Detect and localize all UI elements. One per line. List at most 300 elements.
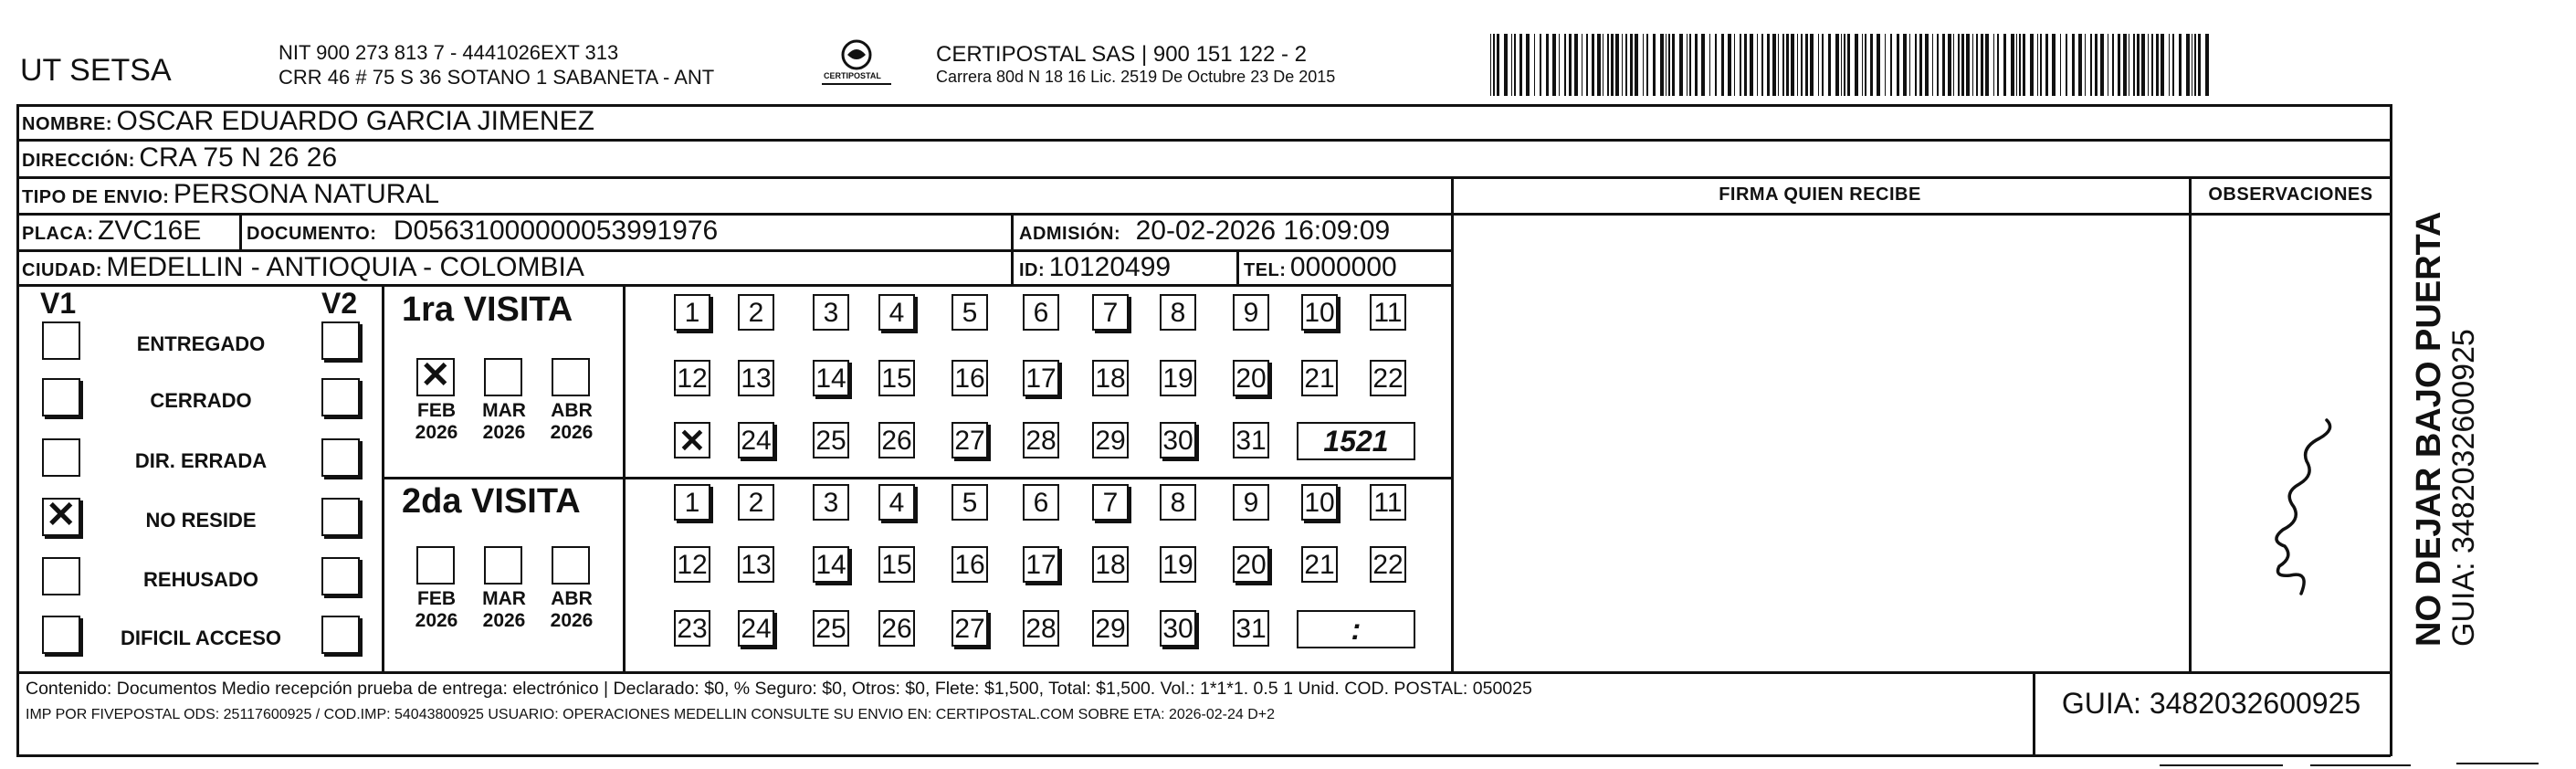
- barcode-bar: [1709, 34, 1710, 96]
- barcode-bar: [2112, 34, 2114, 96]
- barcode-bar: [1855, 34, 1858, 96]
- day-box[interactable]: [952, 610, 988, 647]
- barcode-bar: [2085, 34, 2086, 96]
- sig-header-line: [1451, 213, 2392, 216]
- barcode-bar: [1734, 34, 1735, 96]
- barcode-bar: [2037, 34, 2038, 96]
- day-box[interactable]: [1160, 422, 1196, 458]
- day-number: 29: [1095, 426, 1126, 456]
- barcode-bar: [1885, 34, 1886, 96]
- day-box[interactable]: [1301, 360, 1338, 396]
- v1-checkbox[interactable]: [42, 495, 80, 536]
- barcode-bar: [1668, 34, 1670, 96]
- barcode-bar: [1689, 34, 1691, 96]
- day-box[interactable]: [1092, 546, 1129, 583]
- barcode-bar: [1701, 34, 1705, 96]
- day-number: 18: [1095, 550, 1126, 580]
- day-box[interactable]: [674, 422, 710, 458]
- day-number: 3: [823, 488, 839, 518]
- placa-label: PLACA:: [22, 224, 94, 244]
- day-number: 12: [677, 363, 708, 394]
- day-box[interactable]: [1233, 360, 1269, 396]
- day-number: 15: [881, 363, 912, 394]
- nit-line-1: NIT 900 273 813 7 - 4441026EXT 313: [279, 41, 619, 64]
- barcode-bar: [1903, 34, 1907, 96]
- barcode-bar: [2148, 34, 2149, 96]
- barcode-bar: [2090, 34, 2092, 96]
- barcode-bar: [1915, 34, 1917, 96]
- barcode-bar: [1942, 34, 1945, 96]
- barcode-bar: [2066, 34, 2067, 96]
- v2-checkbox[interactable]: [321, 321, 360, 360]
- day-box[interactable]: [738, 294, 774, 331]
- day-number: 4: [888, 488, 905, 518]
- day-number: 24: [741, 426, 772, 456]
- month-checkbox[interactable]: [484, 546, 522, 585]
- barcode-bar: [1772, 34, 1776, 96]
- day-box[interactable]: [878, 610, 915, 647]
- day-number: 5: [962, 488, 978, 518]
- barcode-bar: [1862, 34, 1863, 96]
- barcode-bar: [2118, 34, 2120, 96]
- barcode-bar: [2019, 34, 2021, 96]
- carrier-line-1: CERTIPOSTAL SAS | 900 151 122 - 2: [936, 42, 1307, 67]
- day-box[interactable]: [813, 294, 849, 331]
- barcode-bar: [1750, 34, 1753, 96]
- day-box[interactable]: [1160, 546, 1196, 583]
- barcode-bar: [1744, 34, 1747, 96]
- barcode-bar: [2169, 34, 2170, 96]
- barcode-bar: [1740, 34, 1741, 96]
- side-warning: [2411, 99, 2479, 647]
- footer-line-2: IMP POR FIVEPOSTAL ODS: 25117600925 / COD.IMP: 54043800925 USUARIO: OPERACIONES MEDELLIN CONSULTE SU ENVIO EN: CERTIPOSTAL.COM SOBRE ETA: 2026-02-24 D+2: [26, 707, 1276, 722]
- barcode-bar: [1948, 34, 1951, 96]
- day-number: 17: [1025, 550, 1057, 580]
- barcode-bar: [2151, 34, 2153, 96]
- company-name: UT SETSA: [20, 53, 172, 88]
- barcode-bar: [1919, 34, 1922, 96]
- barcode-bar: [1625, 34, 1627, 96]
- day-box[interactable]: [878, 360, 915, 396]
- day-box[interactable]: [738, 360, 774, 396]
- barcode-bar: [1909, 34, 1910, 96]
- day-box[interactable]: [1370, 360, 1406, 396]
- barcode-bar: [1828, 34, 1831, 96]
- time-field[interactable]: :: [1297, 610, 1415, 648]
- day-box[interactable]: [1370, 484, 1406, 521]
- day-box[interactable]: [878, 294, 915, 331]
- day-number: 3: [823, 298, 839, 328]
- logo-text: CERTIPOSTAL: [824, 71, 881, 80]
- day-number: 31: [1235, 614, 1267, 644]
- day-box[interactable]: [674, 360, 710, 396]
- day-box[interactable]: [952, 484, 988, 521]
- month-checkbox[interactable]: [484, 358, 522, 396]
- barcode-bar: [2078, 34, 2082, 96]
- year-label: 2026: [550, 422, 594, 443]
- x-mark-icon: ✕: [678, 422, 707, 459]
- day-box[interactable]: [813, 360, 849, 396]
- footer-guia: GUIA: 3482032600925: [2061, 687, 2361, 720]
- nombre-row: [22, 106, 594, 137]
- day-box[interactable]: [1160, 484, 1196, 521]
- ciudad-label: CIUDAD:: [22, 260, 102, 280]
- day-number: 11: [1373, 298, 1403, 328]
- barcode-bar: [1679, 34, 1683, 96]
- barcode-bar: [2161, 34, 2164, 96]
- barcode-bar: [1981, 34, 1983, 96]
- year-label: 2026: [482, 422, 526, 443]
- barcode-bar: [1687, 34, 1688, 96]
- day-box[interactable]: [1233, 610, 1269, 647]
- v2-checkbox[interactable]: [321, 378, 360, 416]
- admision-label: ADMISIÓN:: [1019, 224, 1121, 244]
- direccion-value: CRA 75 N 26 26: [139, 142, 338, 173]
- barcode-bar: [1630, 34, 1633, 96]
- month-checkbox[interactable]: [416, 355, 455, 396]
- v2-checkbox[interactable]: [321, 616, 360, 654]
- barcode-bar: [1976, 34, 1978, 96]
- day-box[interactable]: [878, 422, 915, 458]
- month-label: ABR: [551, 588, 593, 609]
- barcode-bar: [2133, 34, 2135, 96]
- barcode-bar: [1757, 34, 1758, 96]
- day-box[interactable]: [1301, 484, 1338, 521]
- placa-field: [22, 216, 201, 247]
- observaciones-label: OBSERVACIONES: [2208, 184, 2373, 205]
- admision-value: 20-02-2026 16:09:09: [1135, 216, 1391, 246]
- barcode-bar: [1841, 34, 1842, 96]
- month-label: FEB: [417, 400, 456, 421]
- day-box[interactable]: [813, 422, 849, 458]
- day-box[interactable]: [738, 610, 774, 647]
- scan-dash: [2310, 764, 2411, 766]
- day-number: 27: [954, 614, 985, 644]
- barcode-bar: [1865, 34, 1866, 96]
- day-number: 13: [741, 363, 772, 394]
- barcode-bar: [1592, 34, 1594, 96]
- tipo-value: PERSONA NATURAL: [173, 179, 440, 209]
- frame-left: [16, 104, 19, 757]
- admision-field: [1019, 216, 1390, 247]
- day-box[interactable]: [674, 610, 710, 647]
- year-label: 2026: [482, 610, 526, 631]
- day-box[interactable]: [1160, 610, 1196, 647]
- day-number: 30: [1162, 614, 1193, 644]
- day-box[interactable]: [952, 422, 988, 458]
- day-box[interactable]: [813, 546, 849, 583]
- barcode-bar: [1597, 34, 1601, 96]
- tel-field: [1244, 252, 1397, 283]
- side-guia: GUIA: 3482032600925: [2446, 329, 2481, 647]
- ciudad-field: [22, 252, 584, 283]
- barcode-bar: [1643, 34, 1644, 96]
- month-checkbox[interactable]: [416, 546, 455, 585]
- signature-scribble-icon: [2246, 384, 2347, 603]
- barcode-bar: [2095, 34, 2098, 96]
- day-box[interactable]: [1233, 294, 1269, 331]
- day-number: 16: [954, 363, 985, 394]
- tipo-label: TIPO DE ENVIO:: [22, 187, 170, 207]
- barcode-bar: [2023, 34, 2025, 96]
- barcode-bar: [2141, 34, 2145, 96]
- visit-mid-line: [382, 477, 1452, 479]
- id-field: [1019, 252, 1171, 283]
- barcode-bar: [1966, 34, 1970, 96]
- barcode-bar: [1844, 34, 1845, 96]
- day-box[interactable]: [952, 360, 988, 396]
- day-number: 26: [881, 614, 912, 644]
- barcode-bar: [1540, 34, 1541, 96]
- day-number: 23: [677, 614, 708, 644]
- day-number: 27: [954, 426, 985, 456]
- barcode-bar: [1526, 34, 1530, 96]
- day-box[interactable]: [1092, 484, 1129, 521]
- day-box[interactable]: [1160, 294, 1196, 331]
- barcode: [1490, 34, 2213, 96]
- day-number: 25: [815, 426, 846, 456]
- month-label: MAR: [482, 588, 526, 609]
- day-number: 5: [962, 298, 978, 328]
- barcode-bar: [1490, 34, 1491, 96]
- barcode-bar: [2198, 34, 2201, 96]
- status-label: DIR. ERRADA: [134, 449, 268, 472]
- month-label: ABR: [551, 400, 593, 421]
- barcode-bar: [1958, 34, 1960, 96]
- v1-checkbox[interactable]: [42, 321, 80, 360]
- second-visit-label: 2da VISITA: [402, 482, 581, 521]
- carrier-line-2: Carrera 80d N 18 16 Lic. 2519 De Octubre 23 De 2015: [936, 68, 1336, 86]
- day-number: 2: [748, 298, 764, 328]
- barcode-bar: [2123, 34, 2127, 96]
- day-number: 28: [1025, 426, 1057, 456]
- barcode-bar: [1972, 34, 1973, 96]
- barcode-bar: [1559, 34, 1560, 96]
- day-box[interactable]: [1233, 546, 1269, 583]
- day-number: 4: [888, 298, 905, 328]
- day-box[interactable]: [1023, 422, 1059, 458]
- barcode-bar: [2011, 34, 2014, 96]
- month-checkbox[interactable]: [552, 546, 590, 585]
- barcode-bar: [2194, 34, 2196, 96]
- barcode-bar: [2172, 34, 2174, 96]
- certipostal-logo-icon: [811, 37, 902, 93]
- barcode-bar: [1574, 34, 1578, 96]
- v2-label: V2: [321, 287, 358, 320]
- barcode-bar: [1925, 34, 1929, 96]
- placa-divider: [239, 213, 242, 250]
- day-box[interactable]: [738, 546, 774, 583]
- barcode-bar: [2040, 34, 2042, 96]
- status-label: REHUSADO: [143, 568, 258, 591]
- barcode-bar: [1695, 34, 1698, 96]
- day-box[interactable]: [1301, 294, 1338, 331]
- footer-line-1: Contenido: Documentos Medio recepción prueba de entrega: electrónico | Declarado: $0, % Seguro: $0, Otros: $0, Flete: $1,500, Total: $1,500. Vol.: 1*1*1. 0.5 1 Unid. COD. POSTAL: 050025: [26, 679, 1532, 699]
- barcode-bar: [1646, 34, 1648, 96]
- v1-checkbox[interactable]: [42, 616, 80, 654]
- v2-checkbox[interactable]: [321, 557, 360, 595]
- v2-checkbox[interactable]: [321, 438, 360, 477]
- day-number: 22: [1372, 363, 1404, 394]
- barcode-bar: [1847, 34, 1850, 96]
- barcode-bar: [1493, 34, 1495, 96]
- barcode-bar: [1993, 34, 1994, 96]
- day-number: 1: [684, 298, 700, 328]
- day-box[interactable]: [674, 484, 710, 521]
- day-box[interactable]: [878, 546, 915, 583]
- row-line: [16, 139, 2391, 142]
- year-label: 2026: [415, 422, 458, 443]
- barcode-bar: [1586, 34, 1588, 96]
- day-number: 6: [1033, 488, 1049, 518]
- barcode-bar: [1564, 34, 1566, 96]
- obs-left-border: [2189, 176, 2192, 673]
- day-number: 30: [1162, 426, 1193, 456]
- time-field[interactable]: 1521: [1297, 422, 1415, 460]
- barcode-icon: [1490, 34, 2213, 96]
- v1-label: V1: [40, 287, 77, 320]
- month-checkbox[interactable]: [552, 358, 590, 396]
- v1-checkbox[interactable]: [42, 378, 80, 416]
- barcode-bar: [1985, 34, 1989, 96]
- day-box[interactable]: [878, 484, 915, 521]
- barcode-bar: [1761, 34, 1763, 96]
- documento-label: DOCUMENTO:: [247, 224, 377, 244]
- day-number: 22: [1372, 550, 1404, 580]
- id-label: ID:: [1019, 260, 1046, 280]
- day-number: 10: [1304, 298, 1335, 328]
- day-number: 11: [1373, 488, 1403, 518]
- day-box[interactable]: [1092, 360, 1129, 396]
- status-label: CERRADO: [150, 389, 252, 412]
- v2-checkbox[interactable]: [321, 498, 360, 536]
- day-number: 19: [1162, 550, 1193, 580]
- day-number: 10: [1304, 488, 1335, 518]
- day-box[interactable]: [1023, 294, 1059, 331]
- day-box[interactable]: [674, 546, 710, 583]
- day-number: 14: [815, 363, 846, 394]
- x-mark-icon: ✕: [420, 355, 451, 395]
- day-box[interactable]: [1160, 360, 1196, 396]
- day-number: 9: [1243, 298, 1259, 328]
- barcode-bar: [1877, 34, 1880, 96]
- v1-checkbox[interactable]: [42, 557, 80, 595]
- barcode-bar: [1932, 34, 1933, 96]
- barcode-bar: [1801, 34, 1803, 96]
- barcode-bar: [2137, 34, 2140, 96]
- day-number: 8: [1170, 298, 1186, 328]
- v1-checkbox[interactable]: [42, 438, 80, 477]
- day-box[interactable]: [738, 422, 774, 458]
- barcode-bar: [2072, 34, 2075, 96]
- day-number: 8: [1170, 488, 1186, 518]
- day-box[interactable]: [1370, 546, 1406, 583]
- barcode-bar: [2186, 34, 2190, 96]
- barcode-bar: [2156, 34, 2159, 96]
- nombre-value: OSCAR EDUARDO GARCIA JIMENEZ: [116, 106, 594, 136]
- barcode-bar: [2052, 34, 2056, 96]
- barcode-bar: [1818, 34, 1819, 96]
- day-number: 15: [881, 550, 912, 580]
- direccion-row: [22, 142, 337, 174]
- day-box[interactable]: [1233, 484, 1269, 521]
- barcode-bar: [1778, 34, 1779, 96]
- firma-left-border: [1451, 176, 1454, 673]
- barcode-bar: [1611, 34, 1614, 96]
- placa-value: ZVC16E: [98, 216, 202, 246]
- day-box[interactable]: [1233, 422, 1269, 458]
- barcode-bar: [1791, 34, 1794, 96]
- day-number: 17: [1025, 363, 1057, 394]
- day-number: 9: [1243, 488, 1259, 518]
- day-box[interactable]: [813, 610, 849, 647]
- barcode-bar: [2045, 34, 2048, 96]
- id-value: 10120499: [1048, 252, 1172, 282]
- tel-label: TEL:: [1244, 260, 1287, 280]
- recipient-signature: [2246, 384, 2347, 607]
- nombre-label: NOMBRE:: [22, 114, 113, 134]
- x-mark-icon: ✕: [46, 495, 77, 535]
- day-box[interactable]: [674, 294, 710, 331]
- side-warning-title: NO DEJAR BAJO PUERTA: [2410, 211, 2448, 647]
- barcode-bar: [1519, 34, 1522, 96]
- day-box[interactable]: [1092, 610, 1129, 647]
- day-box[interactable]: [1023, 360, 1059, 396]
- day-box[interactable]: [813, 484, 849, 521]
- day-box[interactable]: [1023, 484, 1059, 521]
- tel-value: 0000000: [1289, 252, 1397, 282]
- day-box[interactable]: [1370, 294, 1406, 331]
- status-label: NO RESIDE: [145, 509, 257, 532]
- day-box[interactable]: [1092, 294, 1129, 331]
- day-number: 31: [1235, 426, 1267, 456]
- day-box[interactable]: [952, 294, 988, 331]
- barcode-bar: [2100, 34, 2104, 96]
- month-label: FEB: [417, 588, 456, 609]
- status-label: DIFICIL ACCESO: [120, 627, 281, 649]
- day-box[interactable]: [1023, 546, 1059, 583]
- barcode-bar: [2003, 34, 2006, 96]
- day-number: 24: [741, 614, 772, 644]
- day-box[interactable]: [738, 484, 774, 521]
- tel-divider: [1236, 249, 1239, 286]
- barcode-bar: [2060, 34, 2061, 96]
- barcode-bar: [1546, 34, 1549, 96]
- day-number: 19: [1162, 363, 1193, 394]
- barcode-bar: [1767, 34, 1770, 96]
- day-box[interactable]: [1023, 610, 1059, 647]
- barcode-bar: [2030, 34, 2034, 96]
- day-number: 29: [1095, 614, 1126, 644]
- barcode-bar: [1497, 34, 1499, 96]
- day-number: 16: [954, 550, 985, 580]
- barcode-bar: [1511, 34, 1512, 96]
- barcode-bar: [1870, 34, 1873, 96]
- barcode-bar: [1786, 34, 1789, 96]
- day-box[interactable]: [952, 546, 988, 583]
- barcode-bar: [1615, 34, 1619, 96]
- barcode-bar: [1534, 34, 1535, 96]
- barcode-bar: [1961, 34, 1964, 96]
- day-box[interactable]: [1092, 422, 1129, 458]
- barcode-bar: [1653, 34, 1656, 96]
- barcode-bar: [1504, 34, 1508, 96]
- day-box[interactable]: [1301, 546, 1338, 583]
- barcode-bar: [2205, 34, 2209, 96]
- day-number: 25: [815, 614, 846, 644]
- barcode-bar: [1569, 34, 1572, 96]
- day-number: 6: [1033, 298, 1049, 328]
